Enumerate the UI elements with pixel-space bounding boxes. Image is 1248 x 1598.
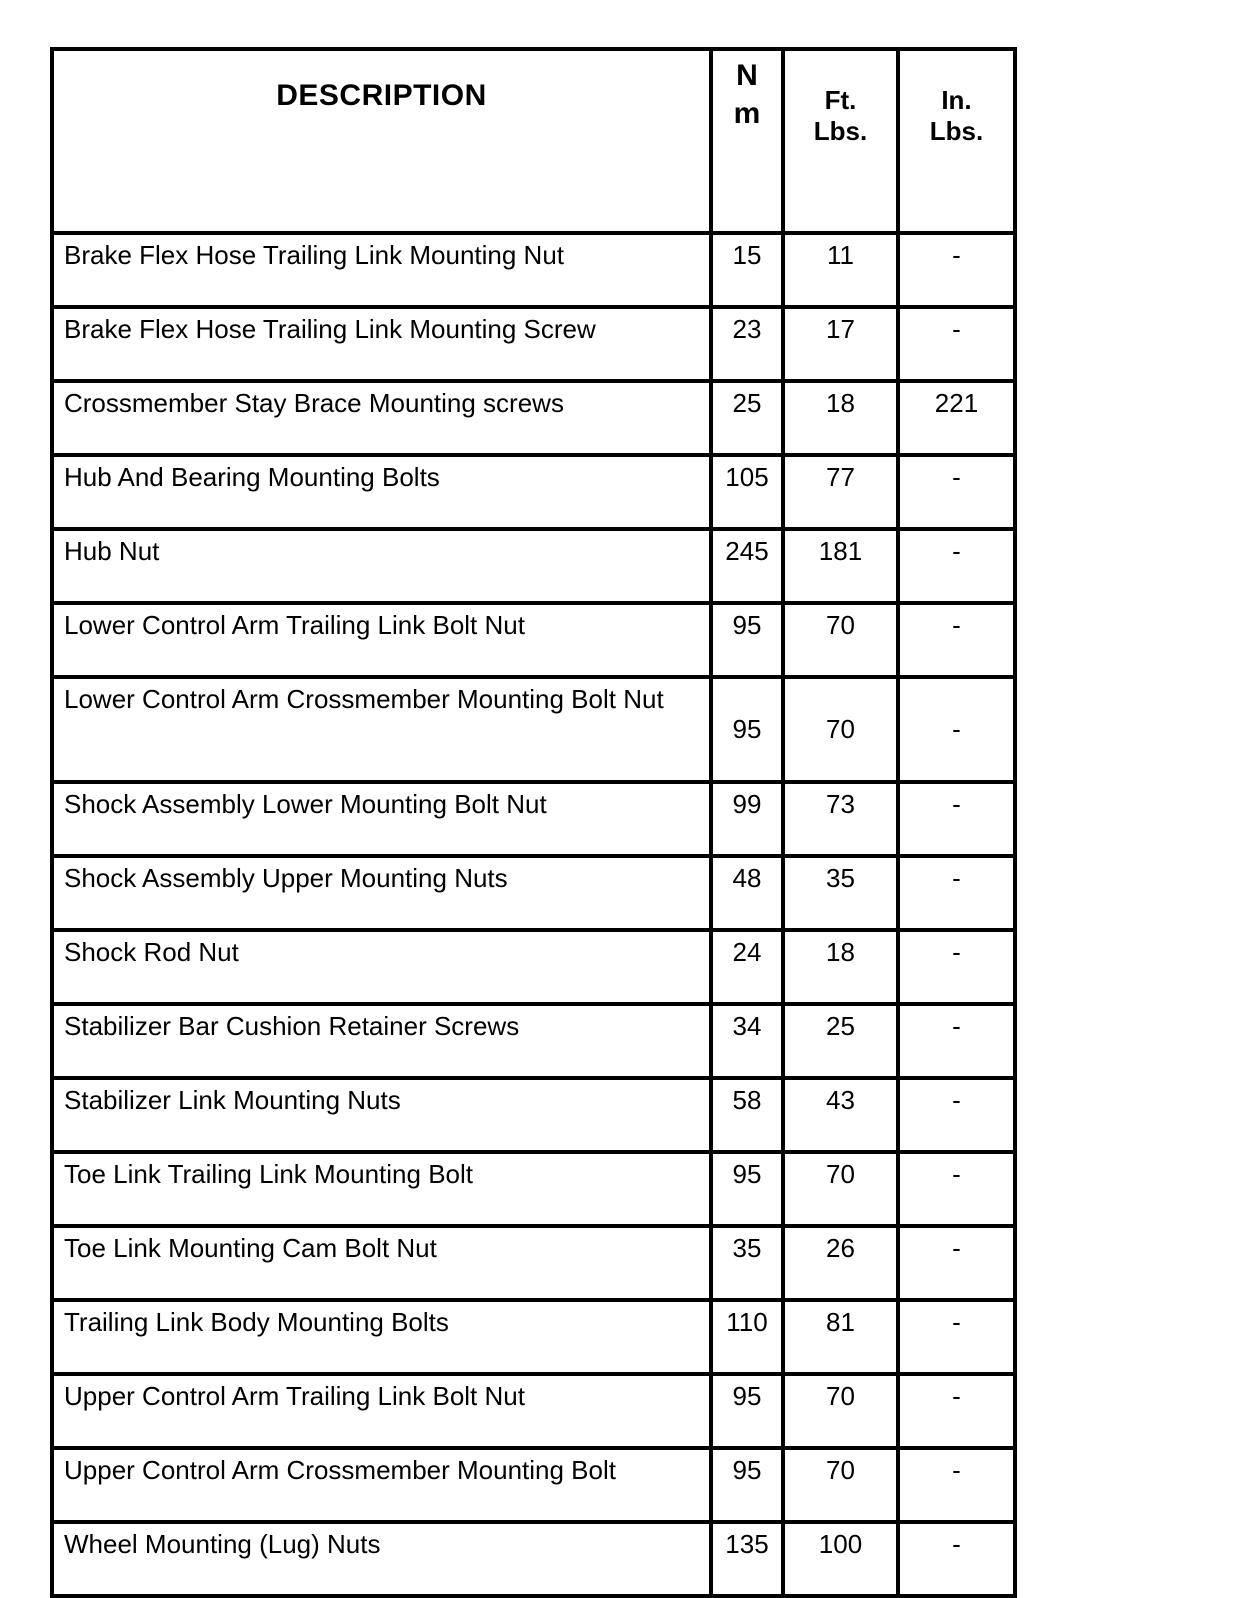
row-nm: 58 <box>711 1078 783 1152</box>
table-row <box>52 233 1015 307</box>
row-description: Trailing Link Body Mounting Bolts <box>52 1300 711 1374</box>
row-in-lbs: - <box>898 1448 1015 1522</box>
table-row <box>52 856 1015 930</box>
row-description: Toe Link Mounting Cam Bolt Nut <box>52 1226 711 1300</box>
row-nm: 48 <box>711 856 783 930</box>
table-row <box>52 677 1015 782</box>
row-description: Lower Control Arm Crossmember Mounting Bolt Nut <box>52 677 711 782</box>
row-in-lbs: - <box>898 1226 1015 1300</box>
row-in-lbs: 221 <box>898 381 1015 455</box>
row-description: Brake Flex Hose Trailing Link Mounting Screw <box>52 307 711 381</box>
header-nm <box>711 49 783 233</box>
row-nm: 25 <box>711 381 783 455</box>
row-ft-lbs: 70 <box>783 1152 898 1226</box>
table-row <box>52 1004 1015 1078</box>
table-row <box>52 455 1015 529</box>
header-row <box>52 49 1015 233</box>
header-description: DESCRIPTION <box>52 49 711 233</box>
table-row <box>52 1300 1015 1374</box>
row-description: Shock Assembly Lower Mounting Bolt Nut <box>52 782 711 856</box>
row-description: Upper Control Arm Trailing Link Bolt Nut <box>52 1374 711 1448</box>
row-nm: 110 <box>711 1300 783 1374</box>
table-row <box>52 782 1015 856</box>
row-ft-lbs: 35 <box>783 856 898 930</box>
row-nm: 95 <box>711 1152 783 1226</box>
row-ft-lbs: 73 <box>783 782 898 856</box>
row-description: Stabilizer Bar Cushion Retainer Screws <box>52 1004 711 1078</box>
row-description: Wheel Mounting (Lug) Nuts <box>52 1522 711 1596</box>
header-nm-line1: N <box>736 59 758 92</box>
row-nm: 135 <box>711 1522 783 1596</box>
row-description: Toe Link Trailing Link Mounting Bolt <box>52 1152 711 1226</box>
row-ft-lbs: 17 <box>783 307 898 381</box>
row-ft-lbs: 26 <box>783 1226 898 1300</box>
row-in-lbs: - <box>898 1300 1015 1374</box>
header-in-lbs <box>898 49 1015 233</box>
row-nm: 95 <box>711 1448 783 1522</box>
table-row <box>52 1078 1015 1152</box>
row-nm: 23 <box>711 307 783 381</box>
row-description: Upper Control Arm Crossmember Mounting Bolt <box>52 1448 711 1522</box>
row-in-lbs: - <box>898 782 1015 856</box>
table-row <box>52 1522 1015 1596</box>
row-ft-lbs: 181 <box>783 529 898 603</box>
row-nm: 245 <box>711 529 783 603</box>
row-in-lbs: - <box>898 1078 1015 1152</box>
row-ft-lbs: 70 <box>783 603 898 677</box>
table-row <box>52 603 1015 677</box>
row-in-lbs: - <box>898 1004 1015 1078</box>
row-ft-lbs: 18 <box>783 930 898 1004</box>
row-nm: 15 <box>711 233 783 307</box>
row-in-lbs: - <box>898 307 1015 381</box>
row-in-lbs: - <box>898 1152 1015 1226</box>
row-description: Stabilizer Link Mounting Nuts <box>52 1078 711 1152</box>
row-ft-lbs: 77 <box>783 455 898 529</box>
row-in-lbs: - <box>898 856 1015 930</box>
row-description: Lower Control Arm Trailing Link Bolt Nut <box>52 603 711 677</box>
header-ft-lbs <box>783 49 898 233</box>
row-ft-lbs: 11 <box>783 233 898 307</box>
header-ft-line2: Lbs. <box>813 116 868 146</box>
header-ft-line1: Ft. <box>824 85 857 115</box>
row-nm: 35 <box>711 1226 783 1300</box>
table-row <box>52 1448 1015 1522</box>
row-nm: 105 <box>711 455 783 529</box>
row-in-lbs: - <box>898 1522 1015 1596</box>
row-description: Shock Rod Nut <box>52 930 711 1004</box>
table-row <box>52 930 1015 1004</box>
row-in-lbs: - <box>898 930 1015 1004</box>
row-in-lbs: - <box>898 603 1015 677</box>
row-in-lbs: - <box>898 455 1015 529</box>
table-row <box>52 1226 1015 1300</box>
table-body <box>52 233 1015 1596</box>
row-in-lbs: - <box>898 1374 1015 1448</box>
row-description: Brake Flex Hose Trailing Link Mounting Nut <box>52 233 711 307</box>
header-in-line1: In. <box>941 85 972 115</box>
row-in-lbs: - <box>898 529 1015 603</box>
row-nm: 34 <box>711 1004 783 1078</box>
row-ft-lbs: 70 <box>783 1374 898 1448</box>
table-row <box>52 381 1015 455</box>
header-in-line2: Lbs. <box>929 116 984 146</box>
row-ft-lbs: 70 <box>783 677 898 782</box>
row-nm: 95 <box>711 1374 783 1448</box>
row-description: Hub And Bearing Mounting Bolts <box>52 455 711 529</box>
row-in-lbs: - <box>898 677 1015 782</box>
row-ft-lbs: 18 <box>783 381 898 455</box>
row-description: Hub Nut <box>52 529 711 603</box>
table-row <box>52 1152 1015 1226</box>
table-row <box>52 307 1015 381</box>
row-description: Shock Assembly Upper Mounting Nuts <box>52 856 711 930</box>
row-nm: 99 <box>711 782 783 856</box>
row-ft-lbs: 43 <box>783 1078 898 1152</box>
torque-spec-table <box>50 47 1017 1598</box>
row-nm: 95 <box>711 603 783 677</box>
row-nm: 95 <box>711 677 783 782</box>
row-in-lbs: - <box>898 233 1015 307</box>
table-row <box>52 1374 1015 1448</box>
row-ft-lbs: 70 <box>783 1448 898 1522</box>
header-nm-line2: m <box>733 97 761 130</box>
row-ft-lbs: 81 <box>783 1300 898 1374</box>
row-ft-lbs: 100 <box>783 1522 898 1596</box>
row-description: Crossmember Stay Brace Mounting screws <box>52 381 711 455</box>
row-nm: 24 <box>711 930 783 1004</box>
table-row <box>52 529 1015 603</box>
row-ft-lbs: 25 <box>783 1004 898 1078</box>
table-header <box>52 49 1015 233</box>
